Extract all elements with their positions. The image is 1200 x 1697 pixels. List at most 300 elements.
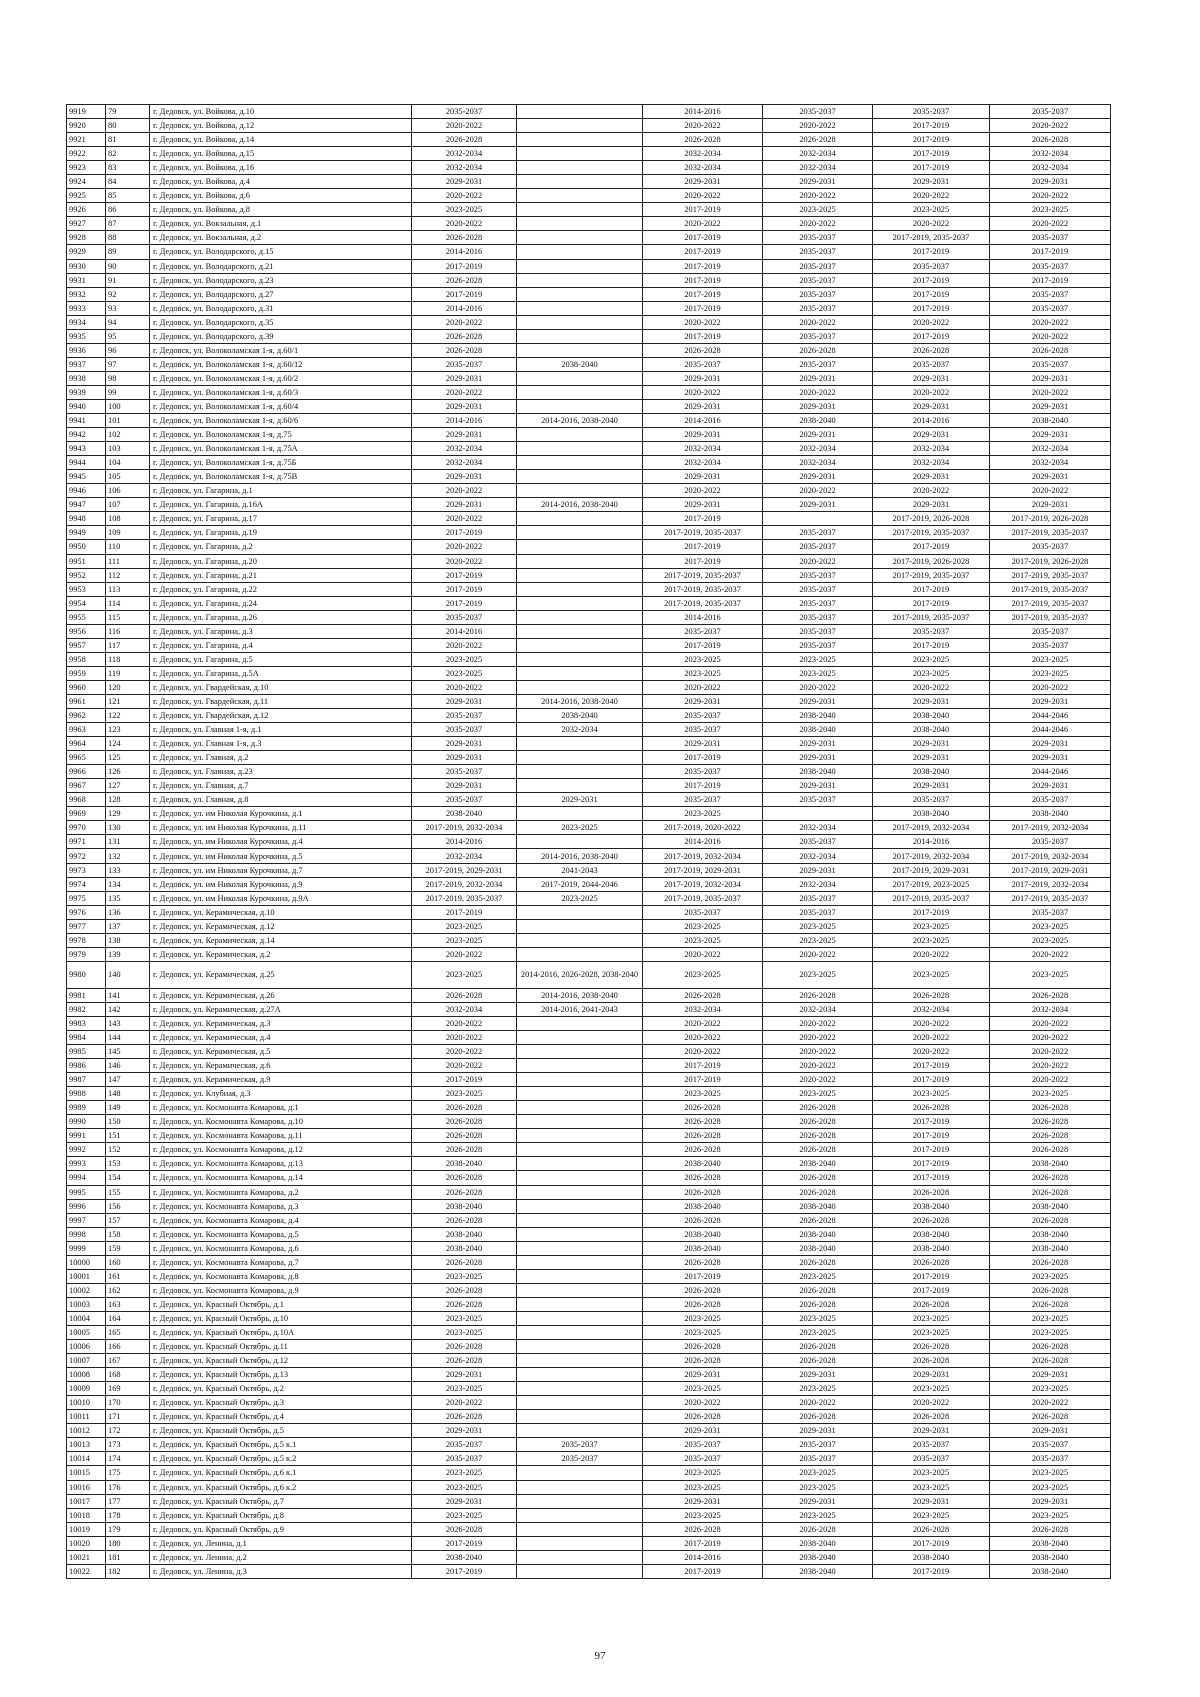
item-number-cell: 154 [106, 1171, 150, 1185]
table-row [67, 723, 1111, 737]
period-cell-4: 2038-2040 [763, 709, 873, 723]
row-number-cell: 9981 [67, 988, 106, 1002]
row-number-cell: 9944 [67, 456, 106, 470]
period-cell-2 [517, 175, 643, 189]
period-cell-2 [517, 119, 643, 133]
item-number-cell: 79 [106, 105, 150, 119]
address-cell: г. Дедовск, ул. Космонавта Комарова, д.11 [150, 1129, 412, 1143]
period-cell-3: 2023-2025 [643, 961, 763, 988]
period-cell-4: 2029-2031 [763, 1368, 873, 1382]
period-cell-6: 2026-2028 [990, 1410, 1111, 1424]
period-cell-2 [517, 751, 643, 765]
period-cell-3: 2017-2019 [643, 329, 763, 343]
period-cell-3: 2026-2028 [643, 1297, 763, 1311]
row-number-cell: 9959 [67, 666, 106, 680]
row-number-cell: 9993 [67, 1157, 106, 1171]
period-cell-6: 2026-2028 [990, 1340, 1111, 1354]
table-row [67, 540, 1111, 554]
period-cell-2 [517, 919, 643, 933]
item-number-cell: 163 [106, 1297, 150, 1311]
item-number-cell: 175 [106, 1466, 150, 1480]
period-cell-6: 2020-2022 [990, 385, 1111, 399]
period-cell-5: 2023-2025 [873, 919, 990, 933]
address-cell: г. Дедовск, ул. Волоколамская 1-я, д.60/3 [150, 385, 412, 399]
address-cell: г. Дедовск, ул. Красный Октябрь, д.10 [150, 1311, 412, 1325]
address-cell: г. Дедовск, ул. Володарского, д.21 [150, 259, 412, 273]
table-row [67, 1452, 1111, 1466]
period-cell-2 [517, 189, 643, 203]
period-cell-4: 2035-2037 [763, 568, 873, 582]
row-number-cell: 10000 [67, 1255, 106, 1269]
item-number-cell: 141 [106, 988, 150, 1002]
period-cell-2 [517, 1297, 643, 1311]
period-cell-5: 2020-2022 [873, 680, 990, 694]
item-number-cell: 89 [106, 245, 150, 259]
period-cell-5: 2038-2040 [873, 1241, 990, 1255]
period-cell-3: 2023-2025 [643, 1311, 763, 1325]
item-number-cell: 146 [106, 1059, 150, 1073]
item-number-cell: 112 [106, 568, 150, 582]
period-cell-4: 2029-2031 [763, 1494, 873, 1508]
row-number-cell: 10020 [67, 1536, 106, 1550]
period-cell-5: 2017-2019 [873, 161, 990, 175]
period-cell-4: 2032-2034 [763, 442, 873, 456]
period-cell-5: 2026-2028 [873, 343, 990, 357]
period-cell-5: 2035-2037 [873, 1452, 990, 1466]
period-cell-3: 2026-2028 [643, 1129, 763, 1143]
address-cell: г. Дедовск, ул. Гагарина, д.19 [150, 526, 412, 540]
address-cell: г. Дедовск, ул. Гагарина, д.5 [150, 652, 412, 666]
table-row [67, 582, 1111, 596]
period-cell-3: 2017-2019 [643, 751, 763, 765]
period-cell-5: 2026-2028 [873, 1297, 990, 1311]
row-number-cell: 9927 [67, 217, 106, 231]
period-cell-4: 2026-2028 [763, 1283, 873, 1297]
period-cell-2 [517, 765, 643, 779]
period-cell-2: 2023-2025 [517, 821, 643, 835]
period-cell-2 [517, 1199, 643, 1213]
period-cell-4: 2029-2031 [763, 498, 873, 512]
period-cell-4: 2026-2028 [763, 1171, 873, 1185]
period-cell-1: 2017-2019 [412, 1564, 517, 1578]
item-number-cell: 148 [106, 1087, 150, 1101]
period-cell-3: 2020-2022 [643, 189, 763, 203]
period-cell-3: 2017-2019 [643, 301, 763, 315]
period-cell-3: 2029-2031 [643, 428, 763, 442]
table-row [67, 385, 1111, 399]
period-cell-4: 2020-2022 [763, 680, 873, 694]
address-cell: г. Дедовск, ул. Гагарина, д.4 [150, 638, 412, 652]
period-cell-2 [517, 1522, 643, 1536]
period-cell-2 [517, 161, 643, 175]
address-cell: г. Дедовск, ул. Красный Октябрь, д.4 [150, 1410, 412, 1424]
item-number-cell: 86 [106, 203, 150, 217]
period-cell-4: 2023-2025 [763, 1311, 873, 1325]
table-row [67, 175, 1111, 189]
period-cell-6: 2026-2028 [990, 1297, 1111, 1311]
period-cell-2 [517, 133, 643, 147]
address-cell: г. Дедовск, ул. Войкова, д.12 [150, 119, 412, 133]
item-number-cell: 145 [106, 1045, 150, 1059]
period-cell-1: 2035-2037 [412, 723, 517, 737]
period-cell-4: 2029-2031 [763, 371, 873, 385]
period-cell-6: 2026-2028 [990, 1213, 1111, 1227]
row-number-cell: 9933 [67, 301, 106, 315]
period-cell-6: 2026-2028 [990, 988, 1111, 1002]
period-cell-1: 2038-2040 [412, 1199, 517, 1213]
period-cell-5: 2029-2031 [873, 371, 990, 385]
period-cell-6: 2017-2019, 2035-2037 [990, 596, 1111, 610]
period-cell-1: 2020-2022 [412, 484, 517, 498]
period-cell-4: 2020-2022 [763, 1396, 873, 1410]
row-number-cell: 9945 [67, 470, 106, 484]
item-number-cell: 153 [106, 1157, 150, 1171]
period-cell-5: 2029-2031 [873, 737, 990, 751]
period-cell-2 [517, 315, 643, 329]
period-cell-3: 2026-2028 [643, 1185, 763, 1199]
period-cell-4: 2038-2040 [763, 1199, 873, 1213]
period-cell-5: 2017-2019 [873, 905, 990, 919]
period-cell-1: 2038-2040 [412, 1550, 517, 1564]
period-cell-4: 2038-2040 [763, 1157, 873, 1171]
row-number-cell: 10018 [67, 1508, 106, 1522]
address-cell: г. Дедовск, ул. Красный Октябрь, д.11 [150, 1340, 412, 1354]
period-cell-3: 2026-2028 [643, 988, 763, 1002]
item-number-cell: 85 [106, 189, 150, 203]
period-cell-3: 2017-2019, 2032-2034 [643, 849, 763, 863]
item-number-cell: 133 [106, 863, 150, 877]
period-cell-6: 2029-2031 [990, 498, 1111, 512]
period-cell-4: 2020-2022 [763, 1045, 873, 1059]
address-cell: г. Дедовск, ул. им Николая Курочкина, д.4 [150, 835, 412, 849]
period-cell-1: 2020-2022 [412, 1396, 517, 1410]
period-cell-6: 2032-2034 [990, 1002, 1111, 1016]
period-cell-2 [517, 147, 643, 161]
item-number-cell: 90 [106, 259, 150, 273]
period-cell-1: 2023-2025 [412, 1325, 517, 1339]
address-cell: г. Дедовск, ул. Красный Октябрь, д.13 [150, 1368, 412, 1382]
period-cell-1: 2029-2031 [412, 498, 517, 512]
period-cell-1: 2035-2037 [412, 1438, 517, 1452]
period-cell-5: 2029-2031 [873, 694, 990, 708]
item-number-cell: 152 [106, 1143, 150, 1157]
period-cell-2 [517, 666, 643, 680]
period-cell-5: 2023-2025 [873, 203, 990, 217]
period-cell-3: 2023-2025 [643, 1382, 763, 1396]
period-cell-5: 2038-2040 [873, 1227, 990, 1241]
period-cell-6: 2026-2028 [990, 1143, 1111, 1157]
address-cell: г. Дедовск, ул. Войкова, д.4 [150, 175, 412, 189]
period-cell-4: 2026-2028 [763, 1340, 873, 1354]
table-row [67, 568, 1111, 582]
period-cell-6: 2026-2028 [990, 1101, 1111, 1115]
row-number-cell: 10022 [67, 1564, 106, 1578]
period-cell-4: 2020-2022 [763, 484, 873, 498]
period-cell-1: 2020-2022 [412, 1045, 517, 1059]
row-number-cell: 9932 [67, 287, 106, 301]
address-cell: г. Дедовск, ул. Волоколамская 1-я, д.60/2 [150, 371, 412, 385]
row-number-cell: 9937 [67, 357, 106, 371]
item-number-cell: 178 [106, 1508, 150, 1522]
row-number-cell: 9996 [67, 1199, 106, 1213]
table-row [67, 652, 1111, 666]
period-cell-6: 2017-2019, 2026-2028 [990, 512, 1111, 526]
period-cell-6: 2017-2019, 2032-2034 [990, 877, 1111, 891]
period-cell-5: 2020-2022 [873, 189, 990, 203]
period-cell-1: 2038-2040 [412, 807, 517, 821]
period-cell-3: 2017-2019, 2035-2037 [643, 526, 763, 540]
table-row [67, 189, 1111, 203]
period-cell-2 [517, 779, 643, 793]
period-cell-2 [517, 1031, 643, 1045]
period-cell-2 [517, 933, 643, 947]
period-cell-5: 2017-2019, 2026-2028 [873, 554, 990, 568]
address-cell: г. Дедовск, ул. Красный Октябрь, д.1 [150, 1297, 412, 1311]
period-cell-2 [517, 638, 643, 652]
row-number-cell: 9965 [67, 751, 106, 765]
period-cell-5: 2029-2031 [873, 1368, 990, 1382]
period-cell-5: 2017-2019 [873, 1269, 990, 1283]
period-cell-2 [517, 680, 643, 694]
period-cell-1: 2020-2022 [412, 1016, 517, 1030]
period-cell-1: 2020-2022 [412, 512, 517, 526]
address-cell: г. Дедовск, ул. Гвардейская, д.11 [150, 694, 412, 708]
period-cell-4: 2035-2037 [763, 231, 873, 245]
period-cell-6: 2029-2031 [990, 694, 1111, 708]
period-cell-1: 2023-2025 [412, 1508, 517, 1522]
item-number-cell: 102 [106, 428, 150, 442]
row-number-cell: 9956 [67, 624, 106, 638]
register-body [67, 105, 1111, 1579]
period-cell-6: 2038-2040 [990, 1227, 1111, 1241]
row-number-cell: 10011 [67, 1410, 106, 1424]
table-row [67, 1564, 1111, 1578]
row-number-cell: 9948 [67, 512, 106, 526]
period-cell-3: 2026-2028 [643, 1522, 763, 1536]
row-number-cell: 9997 [67, 1213, 106, 1227]
period-cell-3: 2032-2034 [643, 456, 763, 470]
period-cell-4: 2023-2025 [763, 1325, 873, 1339]
period-cell-5: 2038-2040 [873, 709, 990, 723]
row-number-cell: 9935 [67, 329, 106, 343]
row-number-cell: 9992 [67, 1143, 106, 1157]
period-cell-4: 2035-2037 [763, 610, 873, 624]
period-cell-3: 2026-2028 [643, 1143, 763, 1157]
period-cell-6: 2017-2019 [990, 273, 1111, 287]
period-cell-2 [517, 484, 643, 498]
address-cell: г. Дедовск, ул. Ленина, д.3 [150, 1564, 412, 1578]
period-cell-2 [517, 1368, 643, 1382]
row-number-cell: 9967 [67, 779, 106, 793]
address-cell: г. Дедовск, ул. Космонавта Комарова, д.12 [150, 1143, 412, 1157]
period-cell-5: 2026-2028 [873, 1410, 990, 1424]
period-cell-1: 2017-2019 [412, 287, 517, 301]
period-cell-1: 2017-2019 [412, 596, 517, 610]
table-row [67, 203, 1111, 217]
row-number-cell: 9941 [67, 414, 106, 428]
period-cell-4: 2026-2028 [763, 988, 873, 1002]
row-number-cell: 9969 [67, 807, 106, 821]
period-cell-4: 2032-2034 [763, 456, 873, 470]
item-number-cell: 157 [106, 1213, 150, 1227]
address-cell: г. Дедовск, ул. Ленина, д.2 [150, 1550, 412, 1564]
item-number-cell: 173 [106, 1438, 150, 1452]
period-cell-1: 2029-2031 [412, 175, 517, 189]
period-cell-3: 2020-2022 [643, 1045, 763, 1059]
address-cell: г. Дедовск, ул. Космонавта Комарова, д.4 [150, 1213, 412, 1227]
period-cell-4: 2029-2031 [763, 863, 873, 877]
table-row [67, 877, 1111, 891]
period-cell-3: 2017-2019 [643, 245, 763, 259]
table-row [67, 371, 1111, 385]
period-cell-5: 2038-2040 [873, 1199, 990, 1213]
period-cell-6: 2017-2019, 2032-2034 [990, 821, 1111, 835]
item-number-cell: 105 [106, 470, 150, 484]
period-cell-2 [517, 905, 643, 919]
period-cell-5: 2014-2016 [873, 835, 990, 849]
period-cell-1: 2017-2019 [412, 582, 517, 596]
period-cell-1: 2026-2028 [412, 343, 517, 357]
row-number-cell: 9950 [67, 540, 106, 554]
address-cell: г. Дедовск, ул. Гвардейская, д.10 [150, 680, 412, 694]
row-number-cell: 9963 [67, 723, 106, 737]
row-number-cell: 9946 [67, 484, 106, 498]
period-cell-1: 2017-2019, 2032-2034 [412, 821, 517, 835]
period-cell-5: 2020-2022 [873, 1396, 990, 1410]
period-cell-6: 2023-2025 [990, 961, 1111, 988]
period-cell-3: 2020-2022 [643, 315, 763, 329]
period-cell-6: 2017-2019, 2029-2031 [990, 863, 1111, 877]
period-cell-6: 2020-2022 [990, 1031, 1111, 1045]
period-cell-1: 2029-2031 [412, 399, 517, 413]
period-cell-4: 2023-2025 [763, 1508, 873, 1522]
address-cell: г. Дедовск, ул. Космонавта Комарова, д.3 [150, 1199, 412, 1213]
period-cell-4: 2020-2022 [763, 119, 873, 133]
period-cell-2 [517, 245, 643, 259]
period-cell-5: 2020-2022 [873, 385, 990, 399]
row-number-cell: 10012 [67, 1424, 106, 1438]
item-number-cell: 170 [106, 1396, 150, 1410]
period-cell-3: 2017-2019, 2035-2037 [643, 568, 763, 582]
item-number-cell: 114 [106, 596, 150, 610]
period-cell-4: 2023-2025 [763, 203, 873, 217]
row-number-cell: 10015 [67, 1466, 106, 1480]
address-cell: г. Дедовск, ул. Красный Октябрь, д.9 [150, 1522, 412, 1536]
period-cell-1: 2023-2025 [412, 961, 517, 988]
item-number-cell: 164 [106, 1311, 150, 1325]
period-cell-4: 2035-2037 [763, 891, 873, 905]
period-cell-5: 2017-2019 [873, 301, 990, 315]
item-number-cell: 155 [106, 1185, 150, 1199]
period-cell-3: 2032-2034 [643, 161, 763, 175]
period-cell-4: 2038-2040 [763, 1241, 873, 1255]
period-cell-1: 2023-2025 [412, 919, 517, 933]
table-row [67, 1522, 1111, 1536]
period-cell-4: 2026-2028 [763, 1354, 873, 1368]
row-number-cell: 9925 [67, 189, 106, 203]
item-number-cell: 116 [106, 624, 150, 638]
page-number: 97 [594, 1650, 606, 1662]
period-cell-6: 2035-2037 [990, 357, 1111, 371]
period-cell-6: 2038-2040 [990, 1157, 1111, 1171]
address-cell: г. Дедовск, ул. Керамическая, д.12 [150, 919, 412, 933]
period-cell-3: 2017-2019 [643, 273, 763, 287]
period-cell-1: 2032-2034 [412, 442, 517, 456]
period-cell-1: 2014-2016 [412, 835, 517, 849]
period-cell-1: 2026-2028 [412, 1410, 517, 1424]
period-cell-6: 2023-2025 [990, 1382, 1111, 1396]
period-cell-6: 2020-2022 [990, 484, 1111, 498]
table-row [67, 161, 1111, 175]
row-number-cell: 9989 [67, 1101, 106, 1115]
period-cell-3: 2026-2028 [643, 1115, 763, 1129]
period-cell-1: 2014-2016 [412, 301, 517, 315]
period-cell-2 [517, 1171, 643, 1185]
period-cell-1: 2020-2022 [412, 680, 517, 694]
address-cell: г. Дедовск, ул. им Николая Курочкина, д.9А [150, 891, 412, 905]
period-cell-4: 2038-2040 [763, 723, 873, 737]
period-cell-1: 2035-2037 [412, 765, 517, 779]
item-number-cell: 115 [106, 610, 150, 624]
address-cell: г. Дедовск, ул. Волоколамская 1-я, д.60/4 [150, 399, 412, 413]
item-number-cell: 131 [106, 835, 150, 849]
table-row [67, 119, 1111, 133]
period-cell-2 [517, 1241, 643, 1255]
period-cell-1: 2035-2037 [412, 1452, 517, 1466]
period-cell-2 [517, 456, 643, 470]
address-cell: г. Дедовск, ул. Керамическая, д.10 [150, 905, 412, 919]
table-row [67, 947, 1111, 961]
period-cell-4: 2038-2040 [763, 1550, 873, 1564]
item-number-cell: 96 [106, 343, 150, 357]
period-cell-3: 2026-2028 [643, 1255, 763, 1269]
period-cell-4: 2020-2022 [763, 554, 873, 568]
period-cell-1: 2032-2034 [412, 161, 517, 175]
address-cell: г. Дедовск, ул. Главная, д.8 [150, 793, 412, 807]
period-cell-4: 2026-2028 [763, 133, 873, 147]
period-cell-2: 2014-2016, 2026-2028, 2038-2040 [517, 961, 643, 988]
period-cell-3: 2035-2037 [643, 765, 763, 779]
item-number-cell: 98 [106, 371, 150, 385]
period-cell-2 [517, 1255, 643, 1269]
row-number-cell: 10017 [67, 1494, 106, 1508]
row-number-cell: 9971 [67, 835, 106, 849]
period-cell-2 [517, 1129, 643, 1143]
period-cell-5: 2017-2019 [873, 1143, 990, 1157]
period-cell-5: 2017-2019 [873, 329, 990, 343]
period-cell-2: 2014-2016, 2038-2040 [517, 414, 643, 428]
period-cell-1: 2020-2022 [412, 385, 517, 399]
period-cell-5: 2017-2019 [873, 1073, 990, 1087]
period-cell-4: 2035-2037 [763, 638, 873, 652]
period-cell-1: 2026-2028 [412, 1115, 517, 1129]
address-cell: г. Дедовск, ул. Володарского, д.27 [150, 287, 412, 301]
table-row [67, 470, 1111, 484]
period-cell-4: 2035-2037 [763, 526, 873, 540]
period-cell-4: 2020-2022 [763, 1016, 873, 1030]
item-number-cell: 179 [106, 1522, 150, 1536]
row-number-cell: 9919 [67, 105, 106, 119]
table-row [67, 765, 1111, 779]
period-cell-2 [517, 1494, 643, 1508]
period-cell-1: 2020-2022 [412, 638, 517, 652]
period-cell-2 [517, 1508, 643, 1522]
period-cell-5: 2035-2037 [873, 357, 990, 371]
table-row [67, 498, 1111, 512]
period-cell-5: 2017-2019 [873, 273, 990, 287]
table-row [67, 273, 1111, 287]
period-cell-4: 2020-2022 [763, 315, 873, 329]
